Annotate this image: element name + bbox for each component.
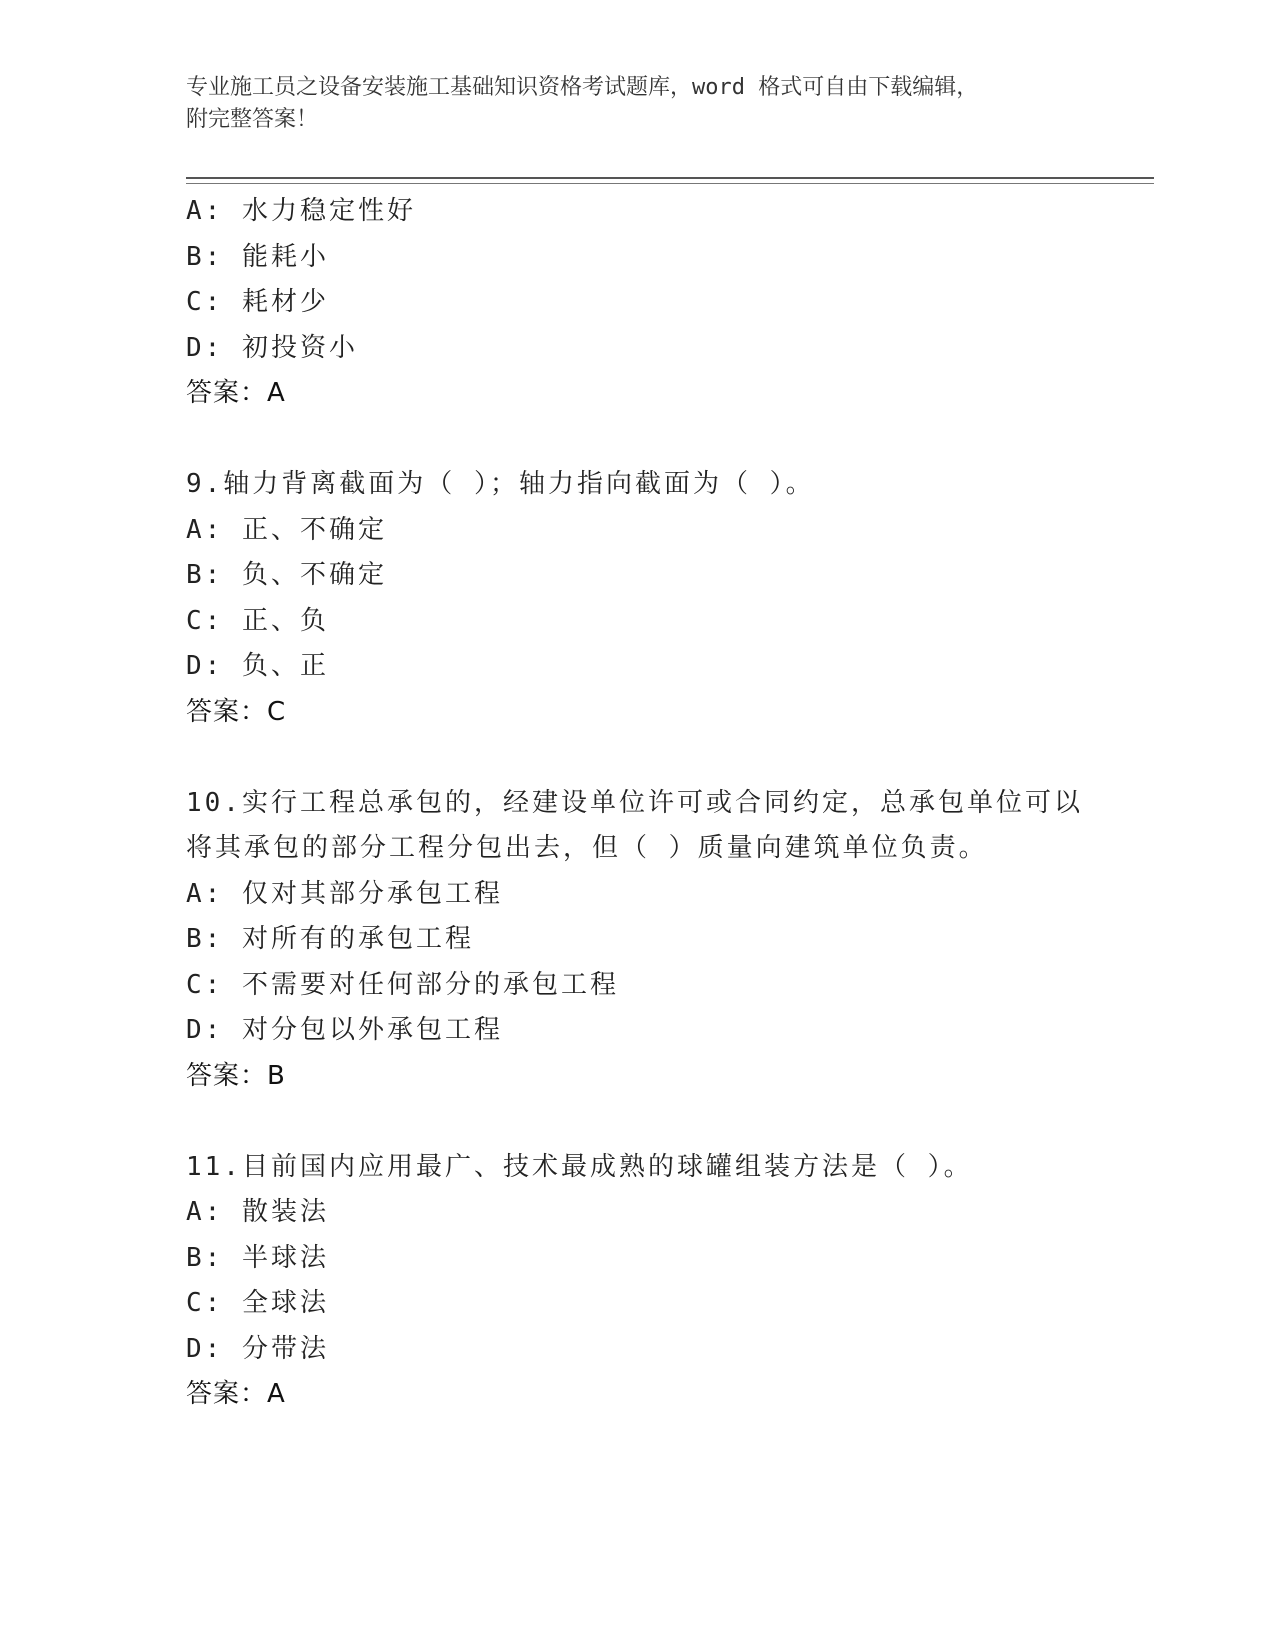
answer: 答案：A (186, 378, 286, 408)
spacer (186, 417, 1154, 463)
header-line-1: 专业施工员之设备安装施工基础知识资格考试题库，word 格式可自由下载编辑， (186, 75, 979, 100)
header-divider-thick (186, 177, 1154, 179)
option-d: D: 对分包以外承包工程 (186, 1015, 503, 1045)
answer: 答案：B (186, 1060, 286, 1091)
option-d: D: 负、正 (186, 651, 329, 681)
option-a: A: 散装法 (186, 1197, 329, 1227)
answer: 答案：C (186, 696, 287, 727)
option-d: D: 初投资小 (186, 332, 358, 363)
option-c: C: 全球法 (186, 1288, 329, 1318)
option-d: D: 分带法 (186, 1333, 329, 1364)
question-11 (186, 1145, 1154, 1418)
option-a: A: 水力稳定性好 (186, 196, 416, 226)
option-a: A: 仅对其部分承包工程 (186, 878, 503, 909)
option-b: B: 能耗小 (186, 241, 329, 272)
option-c: C: 耗材少 (186, 287, 329, 317)
spacer (186, 735, 1154, 781)
answer: 答案：A (186, 1379, 286, 1409)
header-line-2: 附完整答案！ (186, 107, 319, 132)
question-stem: 9.轴力背离截面为（ ）；轴力指向截面为（ ）。 (186, 469, 815, 499)
header-divider-thin (186, 183, 1154, 184)
question-8 (186, 189, 1154, 417)
option-c: C: 不需要对任何部分的承包工程 (186, 969, 619, 1000)
question-stem-line-1: 10.实行工程总承包的，经建设单位许可或合同约定，总承包单位可以 (186, 787, 1083, 818)
document-header (186, 72, 1086, 136)
option-c: C: 正、负 (186, 605, 329, 636)
question-list (186, 189, 1154, 1418)
spacer (186, 1099, 1154, 1145)
option-a: A: 正、不确定 (186, 514, 387, 545)
question-10 (186, 781, 1154, 1100)
question-stem: 11.目前国内应用最广、技术最成熟的球罐组装方法是（ ）。 (186, 1151, 973, 1182)
option-b: B: 对所有的承包工程 (186, 924, 474, 954)
option-b: B: 负、不确定 (186, 560, 387, 590)
question-stem-line-2: 将其承包的部分工程分包出去，但（ ）质量向建筑单位负责。 (186, 833, 988, 863)
option-b: B: 半球法 (186, 1242, 329, 1273)
question-9 (186, 462, 1154, 735)
